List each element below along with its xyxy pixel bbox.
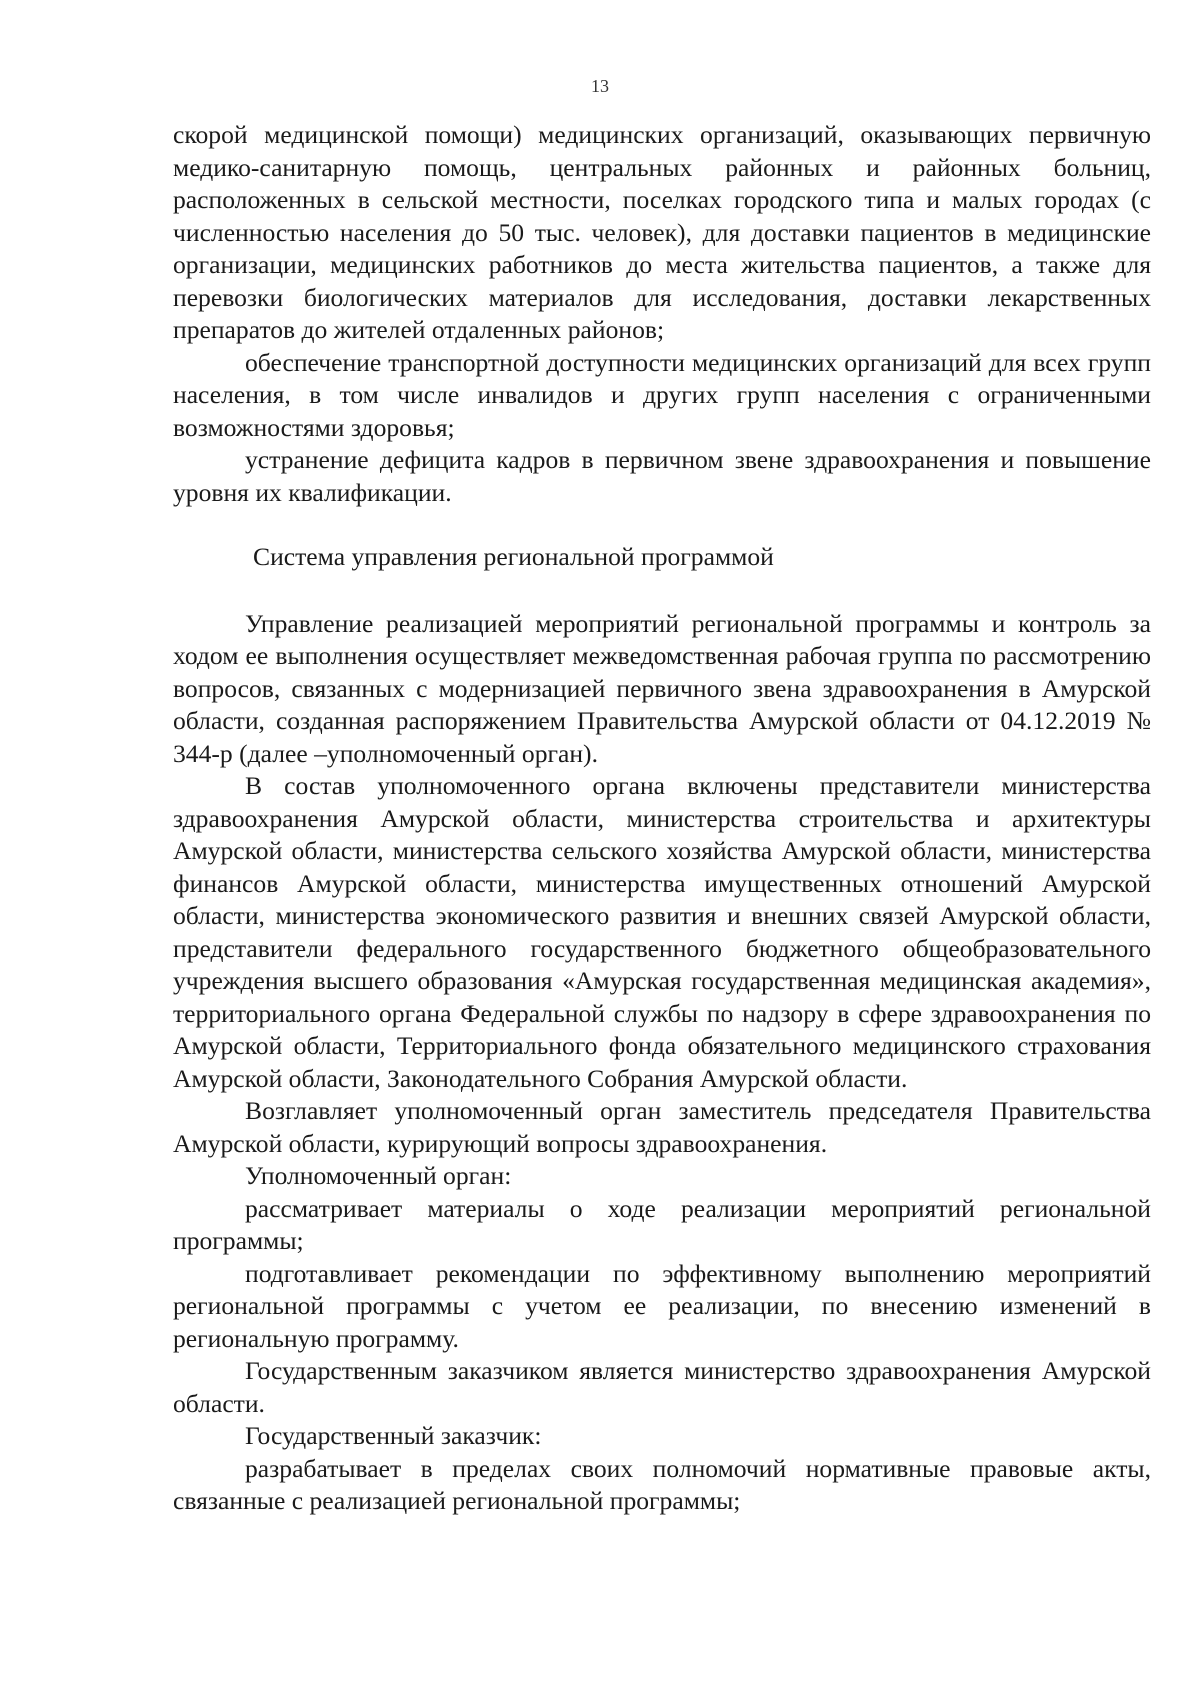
- paragraph-prepares-recommendations: подготавливает рекомендации по эффективному выполнению мероприятий региональной программы с учетом ее реализации, по внесению изменений в региональную программу.: [173, 1258, 1151, 1353]
- paragraph-develops-acts: разрабатывает в пределах своих полномочий нормативные правовые акты, связанные с реализацией региональной программы;: [173, 1453, 1151, 1515]
- paragraph-transport-access: обеспечение транспортной доступности медицинских организаций для всех групп населения, в том числе инвалидов и других групп населения с ограниченными возможностями здоровья;: [173, 347, 1151, 442]
- paragraph-customer-intro: Государственный заказчик:: [245, 1421, 542, 1450]
- paragraph-head: Возглавляет уполномоченный орган заместитель председателя Правительства Амурской области, курирующий вопросы здравоохранения.: [173, 1096, 1151, 1158]
- paragraph-authority-intro: Уполномоченный орган:: [245, 1161, 512, 1190]
- paragraph-composition: В состав уполномоченного органа включены представители министерства здравоохранения Амурской области, министерства строительства и архитектуры Амурской области, министерства сельского хозяйства Амурской области, министерства финансов Амурской области, министерства имущественных отношений Амурской области, министерства экономического развития и внешних связей Амурской области, представители федерального государственного бюджетного общеобразовательного учреждения высшего образования «Амурская государственная медицинская академия», территориального органа Федеральной службы по надзору в сфере здравоохранения по Амурской области, Территориального фонда обязательного медицинского страхования Амурской области, Законодательного Собрания Амурской области.: [173, 771, 1151, 1093]
- section-heading: Система управления региональной программой: [253, 542, 774, 571]
- paragraph-staff-deficit: устранение дефицита кадров в первичном звене здравоохранения и повышение уровня их квалификации.: [173, 445, 1151, 507]
- paragraph-continuation: скорой медицинской помощи) медицинских организаций, оказывающих первичную медико-санитарную помощь, центральных районных и районных больниц, расположенных в сельской местности, поселках городского типа и малых городах (с численностью населения до 50 тыс. человек), для доставки пациентов в медицинские организации, медицинских работников до места жительства пациентов, а также для перевозки биологических материалов для исследования, доставки лекарственных препаратов до жителей отдаленных районов;: [173, 120, 1151, 344]
- paragraph-reviews-materials: рассматривает материалы о ходе реализации мероприятий региональной программы;: [173, 1193, 1151, 1255]
- paragraph-management: Управление реализацией мероприятий региональной программы и контроль за ходом ее выполнения осуществляет межведомственная рабочая группа по рассмотрению вопросов, связанных с модернизацией первичного звена здравоохранения в Амурской области, созданная распоряжением Правительства Амурской области от 04.12.2019 № 344-р (далее –уполномоченный орган).: [173, 608, 1151, 768]
- page-number: 13: [591, 76, 609, 96]
- document-body: [173, 119, 1151, 1518]
- paragraph-state-customer: Государственным заказчиком является министерство здравоохранения Амурской области.: [173, 1356, 1151, 1418]
